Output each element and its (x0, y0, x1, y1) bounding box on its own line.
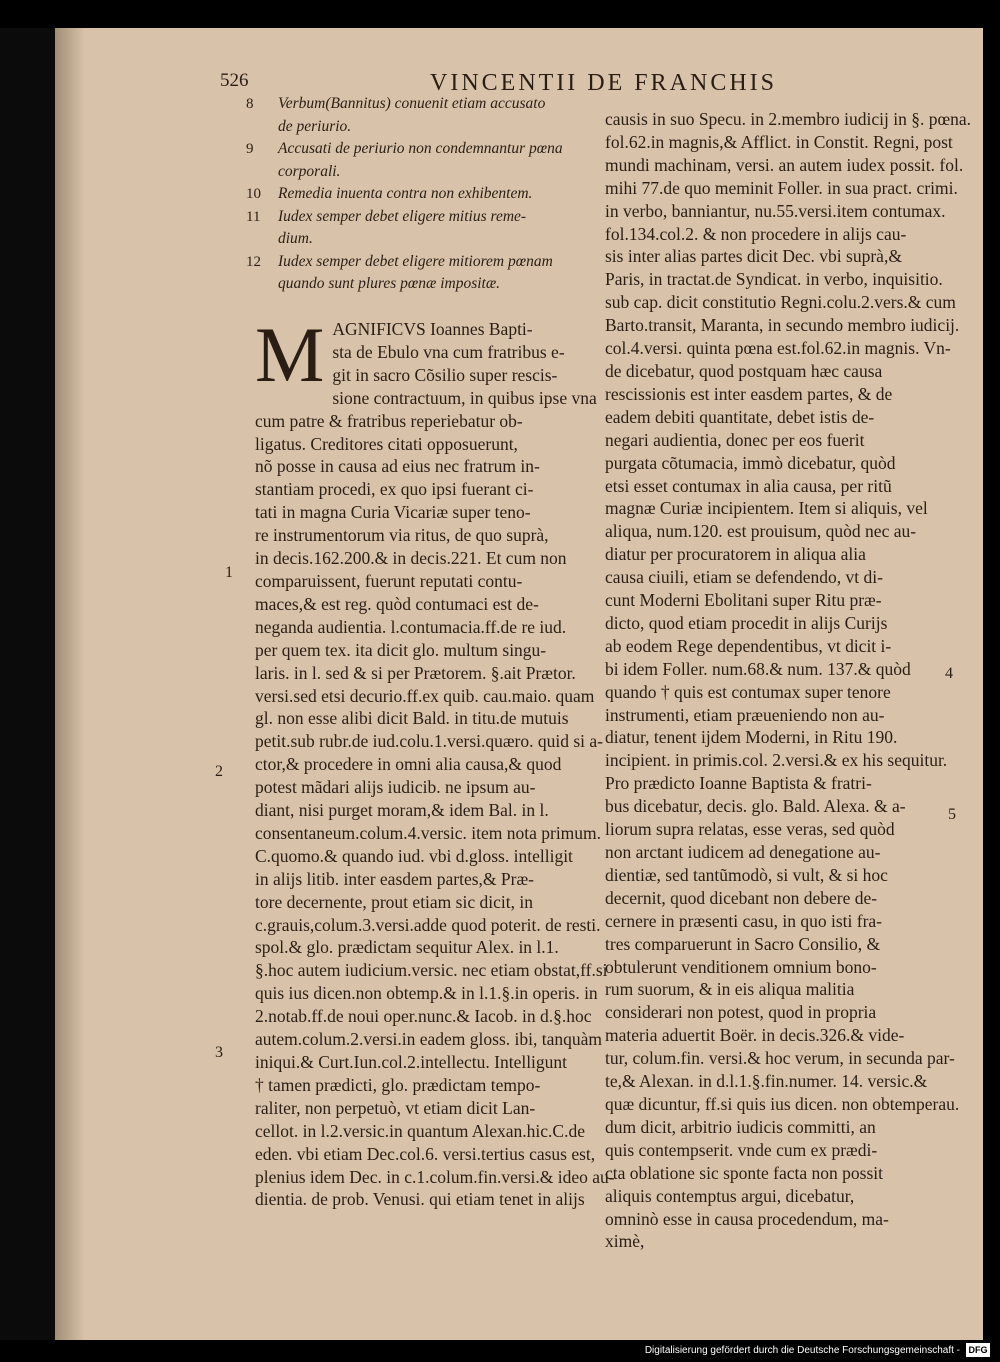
text-line: AGNIFICVS Ioannes Bapti- (332, 319, 533, 339)
book-page (55, 28, 983, 1340)
summary-line (246, 183, 606, 206)
summary-line (246, 273, 606, 296)
text-line: liorum supra relatas, esse veras, sed quòd (605, 819, 895, 840)
text-line: quando † quis est contumax super tenore (605, 681, 891, 702)
text-line: §.hoc autem iudicium.versic. nec etiam obstat,ff.si (255, 960, 608, 981)
dfg-logo: DFG (966, 1343, 990, 1357)
text-line: † tamen prædicti, glo. prædictam tempo- (255, 1074, 541, 1095)
summary-number: 12 (246, 253, 261, 270)
summary-line (246, 161, 606, 184)
text-line: mihi 77.de quo meminit Foller. in sua pract. crimi. (605, 177, 958, 198)
text-line: nõ posse in causa ad eius nec fratrum in- (255, 456, 540, 477)
text-line: magnæ Curiæ incipientem. Item si aliquis, vel (605, 498, 928, 519)
text-line: dicto, quod etiam procedit in alijs Curijs (605, 612, 888, 633)
text-line: materia aduertit Boër. in decis.326.& vide- (605, 1025, 905, 1046)
text-line: tres comparuerunt in Sacro Consilio, & (605, 933, 881, 954)
summary-line (246, 206, 606, 229)
text-line: in decis.162.200.& in decis.221. Et cum non (255, 548, 567, 569)
text-line: sis inter alias partes dicit Dec. vbi suprà,& (605, 246, 902, 267)
text-line: purgata cõtumacia, immò dicebatur, quòd (605, 452, 896, 473)
text-line: cunt Moderni Ebolitani super Ritu præ- (605, 590, 882, 611)
text-line: te,& Alexan. in d.l.1.§.fin.numer. 14. versic.& (605, 1071, 928, 1092)
digitization-footer (0, 1340, 1000, 1362)
text-line: considerari non potest, quod in propria (605, 1002, 877, 1023)
summary-text: quando sunt plures pœnæ impositæ. (278, 275, 501, 292)
text-line: eadem debiti quantitate, debet istis de- (605, 406, 875, 427)
summary-number (246, 273, 278, 296)
text-line: instrumenti, etiam præueniendo non au- (605, 704, 885, 725)
summary-number (246, 116, 278, 139)
text-line: rum suorum, & in eis aliqua malitia (605, 979, 855, 1000)
summary-number (246, 228, 278, 251)
text-line: bi idem Foller. num.68.& num. 137.& quòd (605, 658, 911, 679)
text-line: diant, nisi purget moram,& idem Bal. in l. (255, 800, 549, 821)
text-line: laris. in l. sed & si per Prætorem. §.ait Prætor. (255, 662, 576, 683)
text-line: gl. non esse alibi dicit Bald. in titu.de mutuis (255, 708, 569, 729)
text-line: omninò esse in causa procedendum, ma- (605, 1208, 889, 1229)
text-line: quis ius dicen.non obtemp.& in l.1.§.in operis. in (255, 983, 598, 1004)
margin-number: 2 (215, 763, 223, 780)
text-line: Paris, in tractat.de Syndicat. in verbo, inquisitio. (605, 269, 943, 290)
text-line: consentaneum.colum.4.versic. item nota primum. (255, 822, 602, 843)
text-line: c.grauis,colum.3.versi.adde quod poterit. de resti. (255, 914, 601, 935)
text-line: ctor,& procedere in omni alia causa,& quod (255, 754, 562, 775)
summary-text: de periurio. (278, 117, 352, 135)
text-line: aliquis contemptus argui, dicebatur, (605, 1185, 855, 1206)
margin-number: 1 (225, 564, 233, 581)
text-line: etsi esset contumax in alia causa, per ritũ (605, 475, 892, 496)
text-line: aliqua, num.120. est prouisum, quòd nec au- (605, 521, 917, 542)
summary-text: corporali. (278, 162, 341, 180)
left-body-text (255, 387, 615, 1212)
text-line: fol.134.col.2. & non procedere in alijs cau- (605, 223, 907, 244)
text-line: incipient. in primis.col. 2.versi.& ex his sequitur. (605, 750, 948, 771)
text-line: potest mãdari alijs iudicib. ne ipsum au- (255, 777, 536, 798)
text-line: causis in suo Specu. in 2.membro iudicij in §. pœna. (605, 109, 971, 129)
drop-cap: M (255, 311, 325, 398)
text-line: rescissionis est inter easdem partes, & de (605, 383, 893, 404)
margin-number: 3 (215, 1044, 223, 1061)
text-line: C.quomo.& quando iud. vbi d.gloss. intelligit (255, 845, 573, 866)
text-line: mundi machinam, versi. an autem iudex possit. fol. (605, 154, 964, 175)
summary-list (246, 93, 606, 296)
text-line: obtulerunt venditionem omnium bono- (605, 956, 877, 977)
summary-line (246, 93, 606, 116)
text-line: re instrumentorum via ritus, de quo suprà, (255, 525, 549, 546)
summary-line (246, 116, 606, 139)
text-line: stantiam procedi, ex quo ipsi fuerant ci- (255, 479, 534, 500)
text-line: non arctant iudicem ad denegatione au- (605, 842, 881, 862)
summary-number: 11 (246, 208, 261, 225)
summary-text: Accusati de periurio non condemnantur pœna (278, 140, 563, 157)
right-text-column (605, 108, 983, 1253)
summary-number (246, 161, 278, 184)
text-line: cernere in præsenti casu, in quo isti fra- (605, 910, 882, 931)
text-line: 2.notab.ff.de noui oper.nunc.& Iacob. in d.§.hoc (255, 1006, 592, 1027)
text-line: in verbo, banniantur, nu.55.versi.item contumax. (605, 200, 946, 221)
text-line: dientia. de prob. Venusi. qui etiam tenet in alijs (255, 1189, 585, 1210)
text-line: in alijs litib. inter easdem partes,& Præ- (255, 868, 534, 889)
text-line: negari audientia, donec per eos fuerit (605, 429, 865, 450)
text-line: iniqui.& Curt.Iun.col.2.intellectu. Intelligunt (255, 1052, 568, 1072)
summary-text: Remedia inuenta contra non exhibentem. (278, 185, 533, 202)
summary-line (246, 228, 606, 251)
text-line: tati in magna Curia Vicariæ super teno- (255, 502, 531, 523)
summary-number: 8 (246, 96, 254, 112)
text-line: autem.colum.2.versi.in eadem gloss. ibi, tanquàm (255, 1029, 603, 1050)
text-line: quæ dicuntur, ff.si quis ius dicen. non obtemperau. (605, 1093, 960, 1114)
left-text-column (255, 311, 615, 1211)
page-number: 526 (220, 70, 249, 91)
text-line: ab eodem Rege dependentibus, vt dicit i- (605, 635, 892, 656)
text-line: sta de Ebulo vna cum fratribus e- (332, 341, 565, 362)
text-line: maces,& est reg. quòd contumaci est de- (255, 593, 539, 614)
summary-line (246, 138, 606, 161)
text-line: raliter, non perpetuò, vt etiam dicit Lan- (255, 1097, 536, 1118)
scan-background (0, 28, 55, 1340)
text-line: de dicebatur, quod postquam hæc causa (605, 360, 883, 381)
text-line: per quem tex. ita dicit glo. multum singu- (255, 639, 547, 660)
text-line: cta oblatione sic sponte facta non possit (605, 1162, 883, 1183)
text-line: cellot. in l.2.versic.in quantum Alexan.hic.C.de (255, 1120, 585, 1141)
text-line: tore decernente, prout etiam sic dicit, in (255, 891, 533, 912)
text-line: decernit, quod dicebant non debere de- (605, 887, 878, 908)
text-line: comparuissent, fuerunt reputati contu- (255, 570, 523, 591)
text-line: dientiæ, sed tantũmodò, si vult, & si hoc (605, 864, 888, 885)
text-line: ligatus. Creditores citati opposuerunt, (255, 433, 518, 454)
text-line: fol.62.in magnis,& Afflict. in Constit. Regni, post (605, 131, 953, 152)
text-line: diatur, tenent ijdem Moderni, in Ritu 190. (605, 727, 898, 748)
text-line: col.4.versi. quinta pœna est.fol.62.in magnis. Vn- (605, 338, 951, 359)
footer-text: Digitalisierung gefördert durch die Deutsche Forschungsgemeinschaft - (644, 1345, 960, 1356)
text-line: diatur per procuratorem in aliqua alia (605, 544, 866, 565)
text-line: sub cap. dicit constitutio Regni.colu.2.vers.& cum (605, 292, 956, 313)
text-line: dum dicit, arbitrio iudicis committi, an (605, 1116, 876, 1137)
text-line: eden. vbi etiam Dec.col.6. versi.tertius casus est, (255, 1143, 596, 1164)
text-line: petit.sub rubr.de iud.colu.1.versi.quæro. quid si a- (255, 731, 604, 752)
text-line: quis contempserit. vnde cum ex prædi- (605, 1139, 878, 1160)
text-line: git in sacro Cõsilio super rescis- (332, 364, 558, 385)
summary-line (246, 251, 606, 274)
text-line: versi.sed etsi decurio.ff.ex quib. cau.maio. quam (255, 685, 595, 706)
text-line: causa ciuili, etiam se defendendo, vt di- (605, 567, 883, 588)
margin-number: 4 (945, 665, 953, 682)
text-line: ximè, (605, 1231, 645, 1252)
text-line: tur, colum.fin. versi.& hoc verum, in secunda par- (605, 1048, 955, 1069)
text-line: Barto.transit, Maranta, in secundo membro iudicij. (605, 315, 960, 336)
text-line: Pro prædicto Ioanne Baptista & fratri- (605, 773, 872, 794)
margin-number: 5 (948, 806, 956, 823)
summary-text: Iudex semper debet eligere mitius reme- (278, 207, 527, 225)
text-line: spol.& glo. prædictam sequitur Alex. in l.1. (255, 937, 559, 958)
text-line: plenius idem Dec. in c.1.colum.fin.versi.& ideo au- (255, 1166, 615, 1187)
text-line: sione contractuum, in quibus ipse vna (332, 387, 597, 408)
summary-number: 10 (246, 186, 261, 202)
text-line: cum patre & fratribus reperiebatur ob- (255, 410, 523, 431)
text-line: neganda audientia. l.contumacia.ff.de re iud. (255, 616, 567, 637)
summary-text: Verbum(Bannitus) conuenit etiam accusato (278, 95, 546, 112)
text-line: bus dicebatur, decis. glo. Bald. Alexa. & a- (605, 796, 906, 817)
summary-text: dium. (278, 230, 313, 247)
summary-number: 9 (246, 141, 254, 157)
running-title: VINCENTII DE FRANCHIS (430, 70, 777, 96)
summary-text: Iudex semper debet eligere mitiorem pœnam (278, 252, 553, 270)
